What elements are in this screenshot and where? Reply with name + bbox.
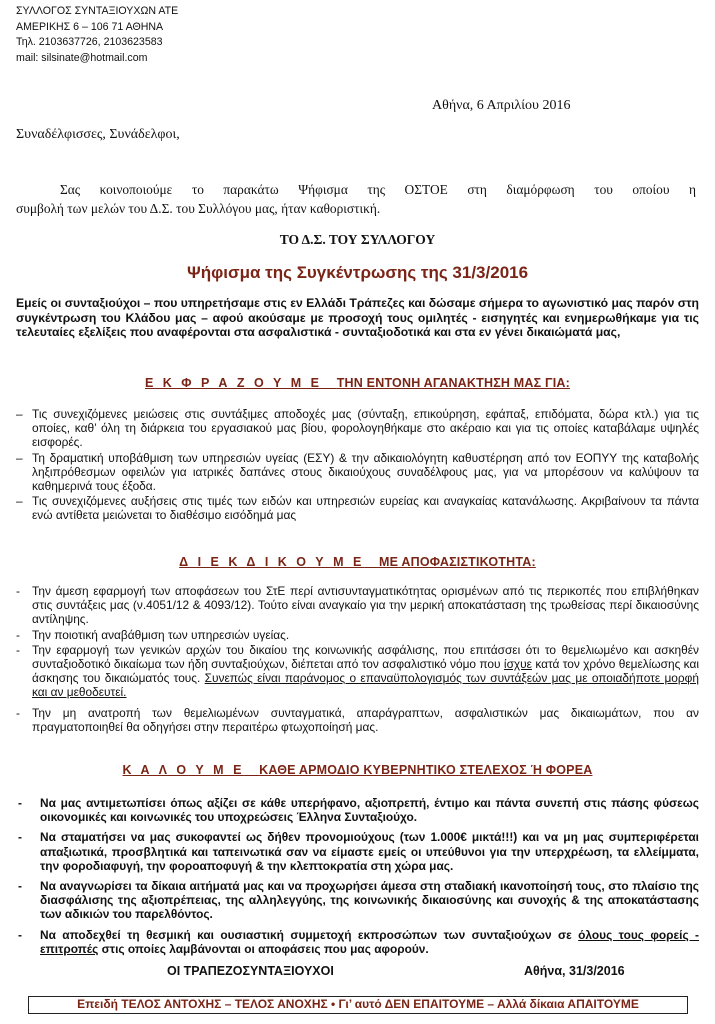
org-email: mail: silsinate@hotmail.com [16,51,148,64]
org-address: ΑΜΕΡΙΚΗΣ 6 – 106 71 ΑΘΗΝΑ [16,20,164,33]
list-item-text: Την μη ανατροπή των θεμελιωμένων συνταγματικά, απαράγραπτων, ασφαλιστικών μας δικαιωμάτων, που αν πραγματοποιηθεί θα οδηγήσει στην περαιτέρω φτωχοποίησή μας. [32,705,699,734]
demands-list [16,584,699,735]
list-item [16,879,699,922]
list-item-text: κατά τον χρόνο θεμελίωσης και άσκησης του δικαιώματός τους. [32,657,699,686]
list-item-text: Την ποιοτική αναβάθμιση των υπηρεσιών υγείας. [32,627,290,642]
list-item [16,628,699,642]
list-item [16,494,699,522]
list-item [16,584,699,627]
list-item [16,643,699,700]
section-heading-verb: Δ Ι Ε Κ Δ Ι Κ Ο Υ Μ Ε [179,555,365,569]
list-item-text: Την άμεση εφαρμογή των αποφάσεων του ΣτΕ περί αντισυνταγματικότητας ορισμένων από τις περικοπές που επιβλήθηκαν στις συντάξεις μας (ν.4051/12 & 4093/12). Τούτο είναι αναγκαίο για την μερική αποκατάσταση της τρωθείσας περί δικαιοσύνης αντίληψης. [32,584,699,627]
dash-bullet: - [16,584,20,598]
list-item-text: Να σταματήσει να μας συκοφαντεί ως δήθεν προνομιούχους (των 1.000€ μικτά!!!) και να μη μας συμπεριφέρεται απαξιωτικά, προσβλητικά και ταπεινωτικά σαν να είμαστε εμείς οι υπεύθυνοι για την υπερχρέωση, τα ελλείμματα, την φοροδιαφυγή, την φοροαποφυγή & την κλεπτοκρατία στη χώρα μας. [40,830,699,873]
dash-bullet: – [16,450,23,465]
underlined-word: ίσχυε [503,657,532,672]
dash-bullet: - [16,627,20,642]
letterhead [16,4,178,66]
section-heading-verb: Κ Α Λ Ο Υ Μ Ε [122,763,245,777]
underlined-sentence: Συνεπώς είναι παράνομος ο επαναϋπολογισμός των συντάξεών μας με οποιαδήποτε μορφή και αν μεθοδευτεί. [32,671,699,700]
letter-date: Αθήνα, 6 Απριλίου 2016 [432,98,571,113]
list-item [16,928,699,956]
dash-bullet: - [18,927,22,942]
dash-bullet: - [18,830,22,845]
list-item [16,706,699,734]
resolution-title: Ψήφισμα της Συγκέντρωσης της 31/3/2016 [186,263,529,282]
underlined-phrase: όλους τους φορείς - επιτροπές [40,927,699,956]
intro-line-1: Σας κοινοποιούμε το παρακάτω Ψήφισμα της ΟΣΤΟΕ στη διαμόρφωση του οποίου η [60,182,696,197]
list-item-text: Να αποδεχθεί τη θεσμική και ουσιαστική συμμετοχή εκπροσώπων των συνταξιούχων σε [40,927,572,942]
list-item [16,830,699,873]
dash-bullet: - [16,705,20,720]
slogan-box: Επειδή ΤΕΛΟΣ ΑΝΤΟΧΗΣ – ΤΕΛΟΣ ΑΝΟΧΗΣ • Γι’ αυτό ΔΕΝ ΕΠΑΙΤΟΥΜΕ – Αλλά δίκαια ΑΠΑΙΤΟΥΜΕ [28,996,688,1014]
section-heading-verb: Ε Κ Φ Ρ Α Ζ Ο Υ Μ Ε [145,376,323,390]
signature: ΟΙ ΤΡΑΠΕΖΟΣΥΝΤΑΞΙΟΥΧΟΙ [167,964,334,978]
calls-list [16,796,699,962]
section-heading-text: ΤΗΝ ΕΝΤΟΝΗ ΑΓΑΝΑΚΤΗΣΗ ΜΑΣ ΓΙΑ: [336,376,570,390]
section-heading-text: ΚΑΘΕ ΑΡΜΟΔΙΟ ΚΥΒΕΡΝΗΤΙΚΟ ΣΤΕΛΕΧΟΣ Ή ΦΟΡΕΑ [259,763,593,777]
greeting: Συναδέλφισσες, Συνάδελφοι, [16,127,180,142]
intro-paragraph [16,180,696,218]
list-item [16,407,699,450]
list-item-text: Να αναγνωρίσει τα δίκαια αιτήματά μας και να προχωρήσει άμεσα στη σταδιακή ικανοποίησή τους, στο πλαίσιο της διασφάλισης της αξιοπρέπειας, της αλληλεγγύης, της κοινωνικής δικαιοσύνης και συνοχής & της αποκατάστασης των αδικιών του παρελθόντος. [40,879,699,922]
list-item-text: Την εφαρμογή των γενικών αρχών του δικαίου της κοινωνικής ασφάλισης, που επιτάσσει ότι το θεμελιωμένο και ασκηθέν συνταξιοδοτικό δικαίωμα των ήδη συνταξιούχων, διέπεται από τον ασφαλιστικό νόμο που [32,642,699,672]
dash-bullet: - [16,642,20,657]
list-item-text: Να μας αντιμετωπίσει όπως αξίζει σε κάθε υπερήφανο, αξιοπρεπή, έντιμο και πάντα συνεπή στις πάσης φύσεως οικονομικές και κοινωνικές του υποχρεώσεις Έλληνα Συνταξιούχο. [40,796,699,825]
list-item-text: Τις συνεχιζόμενες αυξήσεις στις τιμές των ειδών και υπηρεσιών ευρείας και αναγκαίας κατανάλωσης. Ακριβαίνουν τα πάντα ενώ αντίθετα μειώνεται το διαθέσιμο εισόδημά μας [32,494,699,523]
list-item-text: Τη δραματική υποβάθμιση των υπηρεσιών υγείας (ΕΣΥ) & την αδικαιολόγητη καθυστέρηση από τον ΕΟΠΥΥ της καταβολής ληξιπρόθεσμων οφειλών για ιατρικές δαπάνες στους δικαιούχους συναδέλφους μας, για να μπορέσουν να καλύψουν τα καθημερινά τους έξοδα. [32,450,699,494]
opening-paragraph: Εμείς οι συνταξιούχοι – που υπηρετήσαμε στις εν Ελλάδι Τράπεζες και δώσαμε σήμερα το αγωνιστικό μας παρόν στη συγκέντρωση του Κλάδου μας – αφού ακούσαμε με προσοχή τους ομιλητές - εισηγητές και ενημερωθήκαμε για τις τελευταίες εξελίξεις που αναφέρονται στα ασφαλιστικά - συνταξιοδοτικά και στα εν γένει δικαιώματά μας, [16,296,699,339]
list-item [16,796,699,824]
section-heading-text: ΜΕ ΑΠΟΦΑΣΙΣΤΙΚΟΤΗΤΑ: [379,555,536,569]
list-item-text: Τις συνεχιζόμενες μειώσεις στις συντάξιμες αποδοχές μας (σύνταξη, επικούρηση, εφάπαξ, επιδόματα, δώρα κτλ.) για τις οποίες, καθ’ όλη τη διάρκεια του εργασιακού μας βίου, φορολογηθήκαμε στο ακέραιο και για τις οποίες καταβάλαμε υψηλές εισφορές. [32,407,699,450]
dash-bullet: - [18,796,22,810]
dash-bullet: - [18,879,22,894]
dash-bullet: – [16,407,23,421]
list-item [16,451,699,494]
org-name: ΣΥΛΛΟΓΟΣ ΣΥΝΤΑΞΙΟΥΧΩΝ ΑΤΕ [16,5,179,17]
section-heading-claim [0,555,715,569]
dash-bullet: – [16,494,23,509]
section-heading-call [0,763,715,777]
indignation-list [16,407,699,524]
council-signoff: ΤΟ Δ.Σ. ΤΟΥ ΣΥΛΛΟΓΟΥ [279,232,436,247]
list-item-text: στις οποίες λαμβάνονται οι αποφάσεις που μας αφορούν. [101,941,429,956]
intro-line-2: συμβολή των μελών του Δ.Σ. του Συλλόγου μας, ήταν καθοριστική. [16,201,381,216]
org-phone: Τηλ. 2103637726, 2103623583 [16,36,163,48]
section-heading-express [0,376,715,390]
signature-date: Αθήνα, 31/3/2016 [524,964,625,978]
